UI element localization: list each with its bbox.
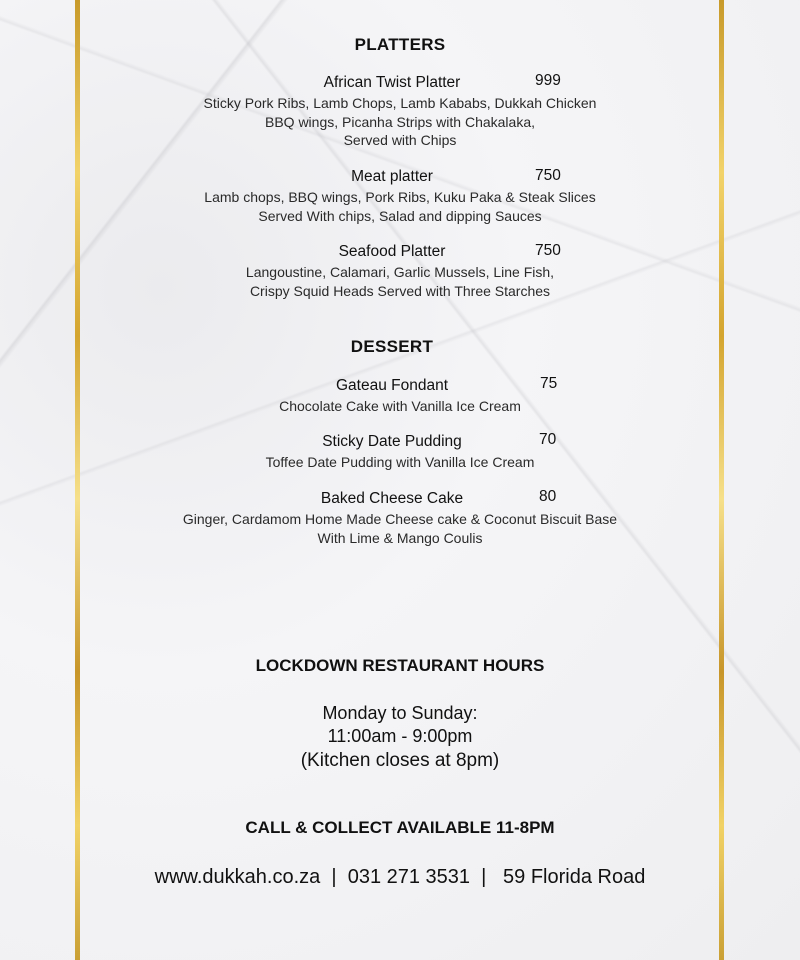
item-name: Gateau Fondant <box>335 377 449 394</box>
phone-number[interactable]: 031 271 3531 <box>347 866 471 888</box>
item-name: Baked Cheese Cake <box>320 490 464 507</box>
item-description-line: Served With chips, Salad and dipping Sauces <box>258 207 542 224</box>
dessert-heading: DESSERT <box>350 337 434 356</box>
menu-item-african-twist-platter <box>0 74 800 150</box>
menu-item-baked-cheese-cake <box>0 490 800 547</box>
item-price: 750 <box>535 167 561 184</box>
item-description-line: Crispy Squid Heads Served with Three Starches <box>249 282 551 299</box>
item-description-line: Sticky Pork Ribs, Lamb Chops, Lamb Kababs, Dukkah Chicken <box>203 95 597 111</box>
item-name: Seafood Platter <box>338 243 446 260</box>
call-collect-notice: CALL & COLLECT AVAILABLE 11-8PM <box>245 818 555 837</box>
item-description-line: Ginger, Cardamom Home Made Cheese cake & Coconut Biscuit Base <box>182 511 618 527</box>
platters-heading: PLATTERS <box>354 35 446 54</box>
item-description <box>0 263 800 300</box>
item-description-line: Lamb chops, BBQ wings, Pork Ribs, Kuku Paka & Steak Slices <box>204 189 596 205</box>
item-description-line: BBQ wings, Picanha Strips with Chakalaka, <box>264 113 535 130</box>
menu-item-gateau-fondant <box>0 377 800 416</box>
item-description-line: Langoustine, Calamari, Garlic Mussels, Line Fish, <box>245 264 555 280</box>
hours-kitchen: (Kitchen closes at 8pm) <box>300 750 500 771</box>
hours-days: Monday to Sunday: <box>322 703 478 723</box>
website-link[interactable]: www.dukkah.co.za <box>154 866 321 888</box>
item-description <box>0 397 800 416</box>
item-name: Meat platter <box>351 168 433 185</box>
address: 59 Florida Road <box>503 866 646 888</box>
item-description-line: Served with Chips <box>343 132 457 148</box>
item-description-line: With Lime & Mango Coulis <box>317 529 483 546</box>
item-price: 75 <box>540 375 558 392</box>
item-description <box>0 188 800 225</box>
hours-heading: LOCKDOWN RESTAURANT HOURS <box>255 656 545 675</box>
item-description-line: Chocolate Cake with Vanilla Ice Cream <box>279 398 521 414</box>
item-price: 80 <box>539 488 557 505</box>
item-description <box>0 510 800 547</box>
item-price: 750 <box>535 242 561 259</box>
item-description-line: Toffee Date Pudding with Vanilla Ice Cream <box>265 454 535 470</box>
item-price: 70 <box>539 431 557 448</box>
hours-time: 11:00am - 9:00pm <box>327 726 473 746</box>
item-description <box>0 453 800 472</box>
item-name: African Twist Platter <box>323 74 461 91</box>
item-name: Sticky Date Pudding <box>322 433 462 450</box>
contact-line: www.dukkah.co.za | 031 271 3531 | 59 Florida Road <box>154 866 646 888</box>
item-description <box>0 94 800 150</box>
menu-item-meat-platter <box>0 168 800 225</box>
menu-item-sticky-date-pudding <box>0 433 800 472</box>
item-price: 999 <box>535 72 561 89</box>
menu-item-seafood-platter <box>0 243 800 300</box>
